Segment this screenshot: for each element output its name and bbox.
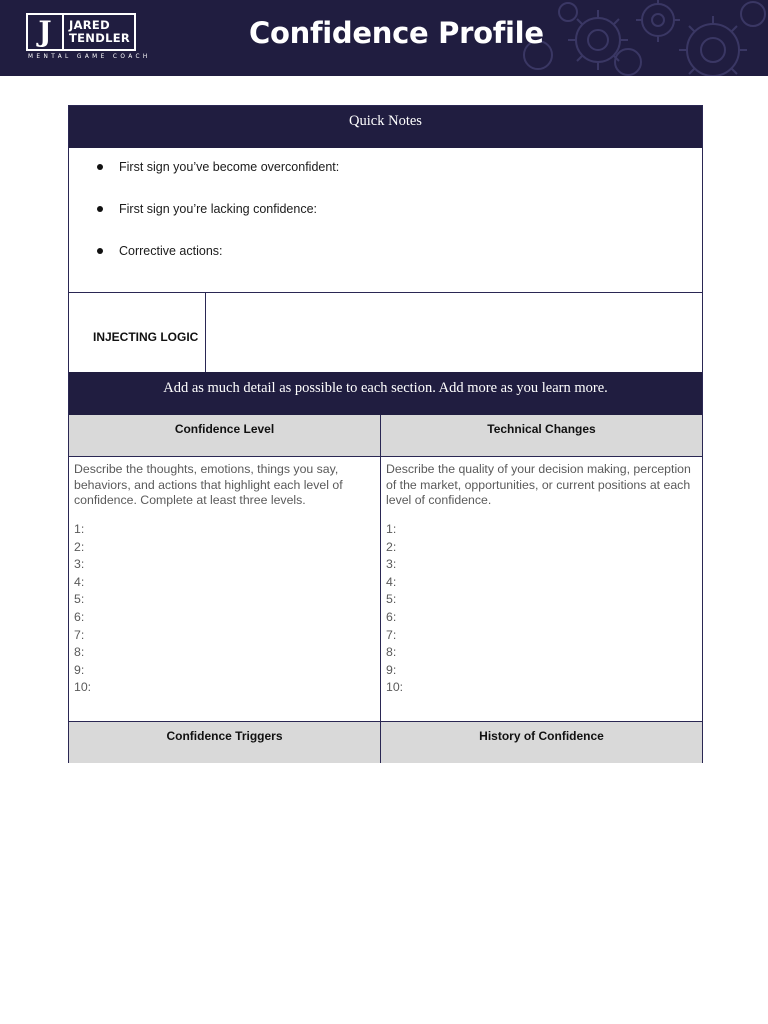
- list-item: [97, 202, 317, 216]
- bullet-icon: [97, 164, 103, 170]
- divider: [380, 415, 381, 762]
- header-banner: [0, 0, 768, 76]
- logo-line-first: JARED: [69, 18, 110, 32]
- injecting-logic-label: INJECTING LOGIC: [93, 330, 199, 344]
- level-label: 9:: [386, 662, 397, 677]
- column-header-history-of-confidence: History of Confidence: [381, 722, 702, 763]
- technical-changes-list: [386, 521, 403, 697]
- level-label: 5:: [74, 592, 85, 607]
- gear-icon: [508, 0, 768, 76]
- level-label: 3:: [74, 557, 85, 572]
- level-label: 9:: [74, 662, 85, 677]
- confidence-level-field[interactable]: [69, 457, 380, 721]
- confidence-profile-form: [68, 105, 703, 763]
- quick-notes-section[interactable]: [69, 148, 702, 292]
- bullet-icon: [97, 206, 103, 212]
- column-header-confidence-level: Confidence Level: [69, 415, 380, 456]
- note-corrective-actions: Corrective actions:: [119, 244, 223, 258]
- level-label: 10:: [386, 680, 404, 695]
- level-label: 3:: [386, 557, 397, 572]
- level-label: 4:: [386, 574, 397, 589]
- level-label: 10:: [74, 680, 92, 695]
- level-label: 2:: [74, 539, 85, 554]
- injecting-logic-field[interactable]: [206, 293, 702, 372]
- level-label: 1:: [74, 522, 85, 536]
- level-label: 8:: [386, 645, 397, 660]
- list-item: [97, 160, 339, 174]
- level-label: 6:: [386, 609, 397, 624]
- confidence-level-list: [74, 521, 91, 697]
- level-label: 6:: [74, 609, 85, 624]
- level-label: 2:: [386, 539, 397, 554]
- page-title: Confidence Profile: [249, 16, 544, 50]
- column-header-confidence-triggers: Confidence Triggers: [69, 722, 380, 763]
- technical-changes-description: Describe the quality of your decision making, perception of the market, opportunities, or current positions at each level of confidence.: [386, 462, 691, 508]
- bullet-icon: [97, 248, 103, 254]
- level-label: 1:: [386, 522, 397, 536]
- list-item: [97, 244, 223, 258]
- confidence-level-description: Describe the thoughts, emotions, things you say, behaviors, and actions that highlight each level of confidence. Complete at least three levels.: [74, 462, 343, 508]
- column-header-technical-changes: Technical Changes: [381, 415, 702, 456]
- note-overconfident: First sign you’ve become overconfident:: [119, 160, 340, 174]
- logo-tagline: MENTAL GAME COACH: [28, 54, 151, 60]
- logo-wordmark: [64, 15, 130, 49]
- level-label: 4:: [74, 574, 85, 589]
- note-lacking-confidence: First sign you’re lacking confidence:: [119, 202, 318, 216]
- quick-notes-heading: Quick Notes: [69, 106, 702, 148]
- logo-mark: J: [28, 15, 64, 49]
- technical-changes-field[interactable]: [381, 457, 702, 721]
- brand-logo: [26, 13, 136, 51]
- level-label: 7:: [74, 627, 85, 642]
- logo-line-last: TENDLER: [69, 31, 131, 45]
- level-label: 8:: [74, 645, 85, 660]
- level-label: 5:: [386, 592, 397, 607]
- detail-banner: Add as much detail as possible to each section. Add more as you learn more.: [69, 372, 702, 415]
- level-label: 7:: [386, 627, 397, 642]
